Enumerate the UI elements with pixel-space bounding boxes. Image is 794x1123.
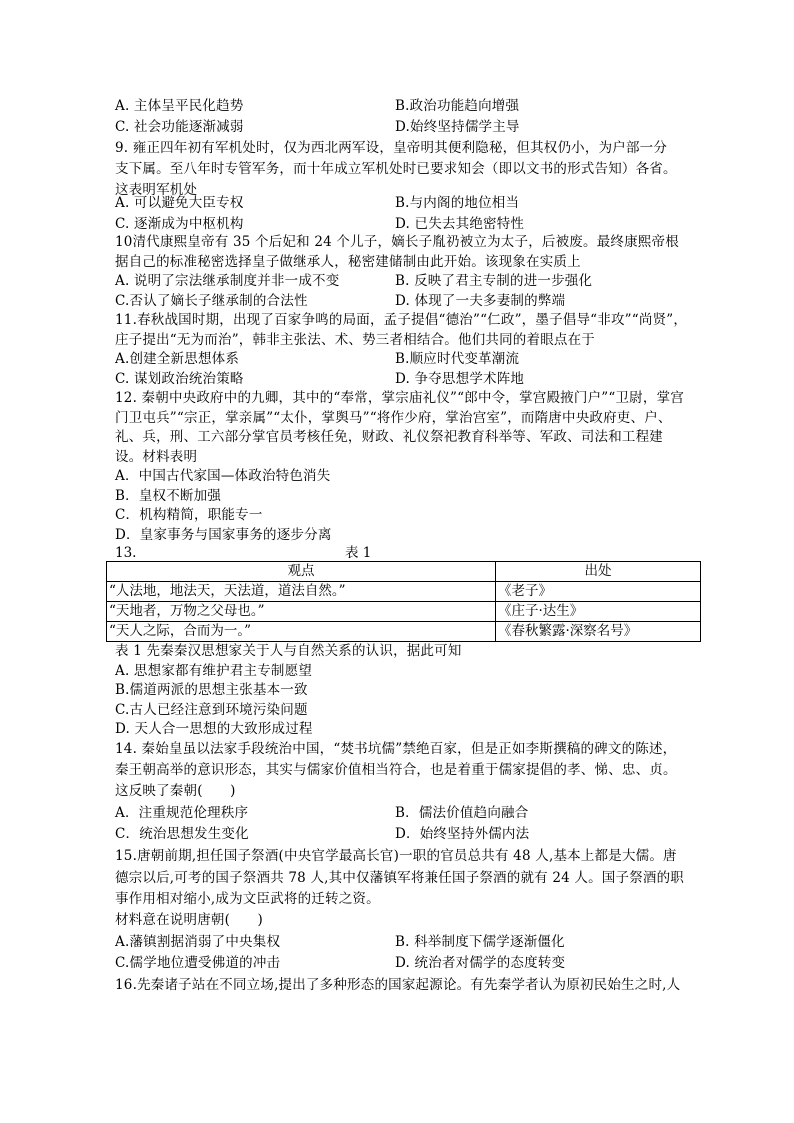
table-header-view: 观点 (107, 562, 496, 582)
q13-option-b: B.儒道两派的思想主张基本一致 (115, 682, 308, 698)
q15-option-d: D. 统治者对儒学的态度转变 (395, 955, 566, 971)
q11-stem-line: 11.春秋战国时期，出现了百家争鸣的局面，孟子提倡“德治”“仁政”，墨子倡导“非攻”“尚贤”， (115, 312, 688, 328)
q13-option-c: C.古人已经注意到环境污染问题 (115, 702, 308, 718)
q15-option-a: A.藩镇割据消弱了中央集权 (115, 934, 281, 950)
q11-option-c: C. 谋划政治统治策略 (115, 371, 244, 387)
q14-stem-line: 这反映了秦朝( ) (115, 783, 236, 799)
q8-option-b: B.政治功能趋向增强 (395, 98, 520, 114)
q9-stem-line: 支下属。至八年时专管军务，而十年成立军机处时已要求知会（即以文书的形式告知）各省。 (115, 161, 677, 177)
table-row (107, 622, 701, 642)
table-row (107, 602, 701, 622)
q12-stem-line: 礼、兵，刑、工六部分掌官员考核任免，财政、礼仪祭祀教育科举等、军政、司法和工程建 (115, 429, 663, 445)
q12-option-d: D．皇家事务与国家事务的逐步分离 (115, 527, 332, 543)
q14-option-d: D．始终坚持外儒内法 (395, 826, 530, 842)
q9-option-c: C. 逐渐成为中枢机构 (115, 216, 244, 232)
q11-stem-line: 庄子提出“无为而治”，韩非主张法、术、势三者相结合。他们共同的着眼点在于 (115, 332, 596, 348)
q10-stem-line: 据自己的标准秘密选择皇子做继承人，秘密建储制由此开始。该现象在实质上 (115, 254, 581, 270)
q9-stem-line: 9. 雍正四年初有军机处时，仅为西北两军设，皇帝明其便利隐秘，但其权仍小，为户部一分 (115, 140, 668, 156)
q10-stem-line: 10清代康熙皇帝有 35 个后妃和 24 个儿子，嫡长子胤礽被立为太子，后被废。最终康熙帝根 (115, 234, 679, 250)
q13-number: 13. (115, 545, 137, 561)
q11-option-b: B.顺应时代变革潮流 (395, 351, 520, 367)
q14-stem-line: 秦王朝高举的意识形态，其实与儒家价值相当符合，也是着重于儒家提倡的孝、悌、忠、贞。 (115, 762, 677, 778)
q8-option-d: D.始终坚持儒学主导 (395, 119, 520, 135)
q16-stem-line: 16.先秦诸子站在不同立场,提出了多种形态的国家起源论。有先秦学者认为原初民始生之时,人 (115, 977, 681, 993)
q14-option-a: A．注重规范伦理秩序 (115, 805, 249, 821)
q12-stem-line: 门卫屯兵”“宗正，掌亲属”“太仆，掌舆马”“将作少府，掌治宫室”，而隋唐中央政府吏、户、 (115, 410, 672, 426)
table-caption: 表 1 (345, 545, 372, 561)
viewpoint-table (106, 561, 701, 642)
table-cell-view: “天地者，万物之父母也。” (107, 602, 496, 622)
q15-stem-line: 德宗以后,可考的国子祭酒共 78 人,其中仅藩镇军将兼任国子祭酒的就有 24 人。国子祭酒的职 (115, 870, 685, 886)
q10-option-c: C.否认了嫡长子继承制的合法性 (115, 293, 308, 309)
q14-option-c: C．统治思想发生变化 (115, 826, 249, 842)
q10-option-b: B. 反映了君主专制的进一步强化 (395, 273, 593, 289)
q8-option-c: C. 社会功能逐渐减弱 (115, 119, 244, 135)
table-cell-view: “天人之际，合而为一。” (107, 622, 496, 642)
q9-stem-line: 这表明军机处 (115, 182, 198, 198)
q15-stem-line: 事作用相对缩小,成为文臣武将的迁转之资。 (115, 891, 380, 907)
table-cell-source: 《春秋繁露·深察名号》 (496, 622, 701, 642)
q12-stem-line: 12. 秦朝中央政府中的九卿，其中的“奉常，掌宗庙礼仪”“郎中令，掌宫殿掖门户”“卫尉，掌宫 (115, 390, 684, 406)
table-cell-source: 《庄子·达生》 (496, 602, 701, 622)
q8-option-a: A. 主体呈平民化趋势 (115, 98, 244, 114)
q10-option-a: A. 说明了宗法继承制度并非一成不变 (115, 273, 340, 289)
q12-stem-line: 设。材料表明 (115, 449, 198, 465)
q12-option-b: B．皇权不断加强 (115, 488, 222, 504)
q15-option-c: C.儒学地位遭受佛道的冲击 (115, 955, 281, 971)
q14-option-b: B．儒法价值趋向融合 (395, 805, 529, 821)
q15-stem-line: 材料意在说明唐朝( ) (115, 912, 263, 928)
q15-option-b: B. 科举制度下儒学逐渐僵化 (395, 934, 565, 950)
q11-option-d: D. 争夺思想学术阵地 (395, 371, 525, 387)
table-cell-source: 《老子》 (496, 582, 701, 602)
q10-option-d: D. 体现了一夫多妻制的弊端 (395, 293, 566, 309)
q11-option-a: A.创建全新思想体系 (115, 351, 240, 367)
q9-option-b: B.与内阁的地位相当 (395, 195, 520, 211)
table-row (107, 582, 701, 602)
q9-option-d: D. 已失去其绝密特性 (395, 216, 525, 232)
q13-stem: 表 1 先秦秦汉思想家关于人与自然关系的认识，据此可知 (115, 643, 462, 659)
table-cell-view: “人法地，地法天，天法道，道法自然。” (107, 582, 496, 602)
table-header-row (107, 562, 701, 582)
q13-option-a: A. 思想家都有维护君主专制愿望 (115, 663, 313, 679)
q13-option-d: D. 天人合一思想的大致形成过程 (115, 721, 313, 737)
q9-option-a: A. 可以避免大臣专权 (115, 195, 244, 211)
q15-stem-line: 15.唐朝前期,担任国子祭酒(中央官学最高长官)一职的官员总共有 48 人,基本上都是大儒。唐 (115, 848, 677, 864)
table-header-source: 出处 (496, 562, 701, 582)
q14-stem-line: 14. 秦始皇虽以法家手段统治中国，“焚书坑儒”禁绝百家，但是正如李斯撰稿的碑文的陈述， (115, 741, 677, 757)
q12-option-c: C．机构精简，职能专一 (115, 507, 263, 523)
q12-option-a: A．中国古代家国—体政治特色消失 (115, 468, 331, 484)
